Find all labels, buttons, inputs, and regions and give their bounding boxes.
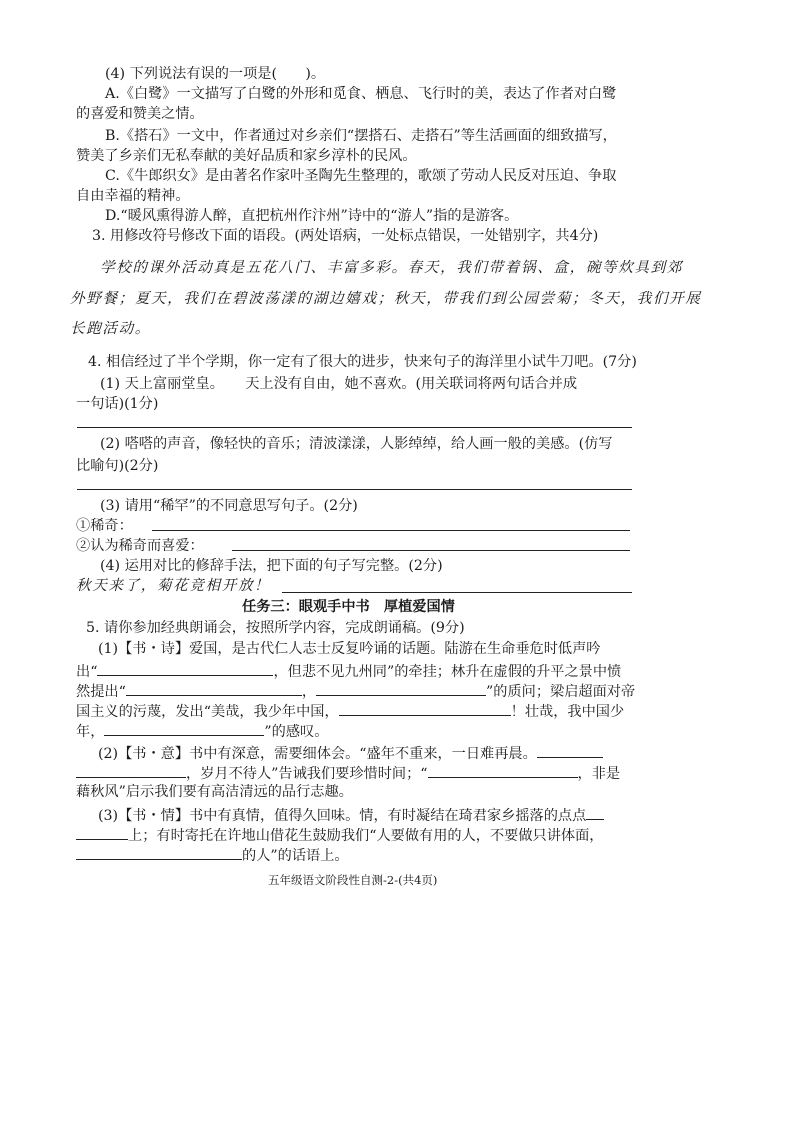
fill-blank-7[interactable] <box>76 762 186 778</box>
q3-stem: 3. 用修改符号修改下面的语段。(两处语病，一处标点错误，一处错别字，共4分) <box>92 228 599 244</box>
answer-line-2[interactable] <box>77 489 632 490</box>
task3-title: 任务三：眼观手中书 厚植爱国情 <box>242 599 455 615</box>
q5-p1-line3 <box>76 680 635 702</box>
fill-blank-10[interactable] <box>76 824 128 840</box>
q4b-sub4-sentence: 秋天来了，菊花竞相开放！ <box>76 577 271 594</box>
q5-p3-line2-text: 上；有时寄托在许地山借花生鼓励我们“人要做有用的人，不要做只讲体面， <box>128 828 604 844</box>
q5-p1-line2 <box>76 660 621 682</box>
q4-option-a-line2: 的喜爱和赞美之情。 <box>76 106 204 122</box>
fill-blank-1[interactable] <box>97 660 273 676</box>
q4b-stem: 4. 相信经过了半个学期，你一定有了很大的进步，快来句子的海洋里小试牛刀吧。(7分) <box>88 354 637 370</box>
q5-stem: 5. 请你参加经典朗诵会，按照所学内容，完成朗诵稿。(9分) <box>86 620 465 636</box>
q3-passage-line3: 长跑活动。 <box>70 320 151 337</box>
q5-p1-line4-pre: 国主义的污蔑，发出“美哉，我少年中国， <box>76 704 339 720</box>
q5-p1-line2-pre: 出“ <box>76 664 98 680</box>
q4-option-d: D.“暖风熏得游人醉，直把杭州作汴州”诗中的“游人”指的是游客。 <box>105 208 519 224</box>
q5-p1-line1: (1)【书・诗】爱国，是古代仁人志士反复吟诵的话题。陆游在生命垂危时低声吟 <box>98 641 601 657</box>
fill-blank-5[interactable] <box>104 720 264 736</box>
answer-line-3[interactable] <box>152 530 630 531</box>
fill-blank-3[interactable] <box>316 680 486 696</box>
q5-p2-line2-end: ，非是 <box>577 766 621 782</box>
q5-p1-line3-pre: 然提出“ <box>76 684 126 700</box>
q4b-sub1-line2: 一句话)(1分) <box>76 396 159 412</box>
q3-passage-line2: 外野餐；夏天，我们在碧波荡漾的湖边嬉戏；秋天，带我们到公园尝菊；冬天，我们开展 <box>70 290 702 307</box>
page-footer: 五年级语文阶段性自测-2-(共4页) <box>268 873 438 887</box>
q5-p3-line3 <box>76 844 349 866</box>
fill-blank-2[interactable] <box>126 680 302 696</box>
q5-p3-line3-text: 的人”的话语上。 <box>242 848 349 864</box>
q4-option-c-line2: 自由幸福的精神。 <box>76 188 190 204</box>
q4b-sub3-item2-label: ②认为稀奇而喜爱： <box>76 538 204 554</box>
fill-blank-9[interactable] <box>586 804 604 820</box>
q4b-sub3-item1-label: ①稀奇： <box>76 518 133 534</box>
q5-p2-line3: 藉秋风”启示我们要有高洁清远的品行志趣。 <box>76 784 353 800</box>
q5-p2-line1-text: (2)【书・意】书中有深意，需要细体会。“盛年不重来，一日难再晨。 <box>98 746 537 762</box>
q4b-sub2-line1: (2) 嗒嗒的声音，像轻快的音乐；清波漾漾，人影绰绰，给人画一般的美感。(仿写 <box>100 436 613 452</box>
q5-p2-line1 <box>98 742 603 764</box>
q4b-sub1-line1: (1) 天上富丽堂皇。 天上没有自由，她不喜欢。(用关联词将两句话合并成 <box>100 376 578 392</box>
q4b-sub3: (3) 请用“稀罕”的不同意思写句子。(2分) <box>100 498 358 514</box>
q5-p3-line1-text: (3)【书・情】书中有真情，值得久回味。情，有时凝结在琦君家乡摇落的点点 <box>98 808 587 824</box>
q3-passage-line1: 学校的课外活动真是五花八门、丰富多彩。春天，我们带着锅、盒，碗等炊具到郊 <box>100 259 683 276</box>
answer-line-4[interactable] <box>232 550 630 551</box>
q5-p3-line2 <box>76 824 603 846</box>
q5-p1-line2-post: ，但悲不见九州同”的牵挂；林升在虚假的升平之景中愤 <box>273 664 622 680</box>
q5-p1-line3-mid: ， <box>301 684 317 700</box>
q5-p1-line4-post: ！壮哉，我中国少 <box>510 704 625 720</box>
answer-line-5[interactable] <box>282 592 632 593</box>
q5-p2-line2-mid: ，岁月不待人”告诫我们要珍惜时间；“ <box>186 766 428 782</box>
fill-blank-6[interactable] <box>537 742 603 758</box>
q4-option-b-line2: 赞美了乡亲们无私奉献的美好品质和家乡淳朴的民风。 <box>76 148 417 164</box>
fill-blank-8[interactable] <box>428 762 578 778</box>
q4-stem: (4) 下列说法有误的一项是( )。 <box>105 66 326 82</box>
q5-p3-line1 <box>98 804 604 826</box>
q4-option-b-line1: B.《搭石》一文中，作者通过对乡亲们“摆搭石、走搭石”等生活画面的细致描写， <box>105 128 617 144</box>
q5-p1-line5 <box>76 720 328 742</box>
q5-p1-line3-post: ”的质问；梁启超面对帝 <box>486 684 636 700</box>
fill-blank-4[interactable] <box>339 700 511 716</box>
q5-p1-line5-post: ”的感叹。 <box>264 724 329 740</box>
q5-p1-line4 <box>76 700 624 722</box>
q5-p2-line2 <box>76 762 620 784</box>
q4-option-c-line1: C.《牛郎织女》是由著名作家叶圣陶先生整理的，歌颂了劳动人民反对压迫、争取 <box>105 168 617 184</box>
q4b-sub2-line2: 比喻句)(2分) <box>76 458 159 474</box>
q4b-sub4: (4) 运用对比的修辞手法，把下面的句子写完整。(2分) <box>100 558 443 574</box>
answer-line-1[interactable] <box>77 427 632 428</box>
q5-p1-line5-pre: 年， <box>76 724 105 740</box>
q4-option-a-line1: A.《白鹭》一文描写了白鹭的外形和觅食、栖息、飞行时的美，表达了作者对白鹭 <box>105 86 617 102</box>
fill-blank-11[interactable] <box>76 844 242 860</box>
